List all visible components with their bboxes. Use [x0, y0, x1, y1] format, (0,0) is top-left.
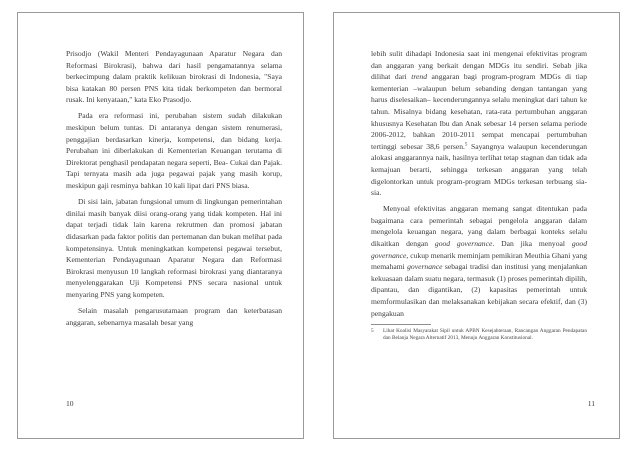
text-run: lebih sulit dihadapi Indonesia saat ini mengenai efektivitas program dan anggaran yang berkait dengan MDGs itu sendiri. Sebab jika dilihat dari — [371, 49, 587, 82]
italic-term: good governance — [434, 239, 493, 248]
left-page-number: 10 — [66, 399, 74, 408]
text-run: anggaran bagi program-program MDGs di tiap kementerian –walaupun belum sebanding dengan tantangan yang harus diselesaikan– kecenderungannya selalu meningkat dari tahun ke tahun. Misalnya bidang kesehatan, rata-rata pertumbuhan anggaran khususnya Kesehatan Ibu dan Anak sebesar 14 persen selama periode 2006-2012, bahkan 2010-2011 sempat mencapai pertumbuhan tertinggi sebesar 38,6 persen. — [371, 72, 587, 151]
right-page-paragraphs — [371, 48, 587, 319]
text-run: Menyoal efektivitas anggaran memang sangat ditentukan pada bagaimana cara pemerintah sebagai pengelola anggaran dalam mengelola keuangan negara, yang dalam berbagai konteks selalu dikaitkan dengan — [371, 204, 587, 248]
left-paragraph-4: Selain masalah pengarusutamaan program dan keterbatasan anggaran, sebenarnya masalah besar yang — [66, 305, 282, 327]
footnote-reference: 5 — [464, 142, 468, 148]
right-paragraph-1 — [371, 48, 587, 199]
right-page-text-column — [371, 48, 587, 343]
italic-term: trend — [411, 72, 428, 82]
right-paragraph-2 — [371, 203, 587, 319]
italic-term: good governance — [371, 239, 588, 260]
footnote-number: 5 — [371, 328, 374, 335]
footnote — [371, 328, 587, 342]
text-run: . Dan jika menyoal — [492, 239, 572, 248]
italic-term: governance — [407, 262, 443, 272]
footnote-divider — [371, 324, 431, 325]
text-run: Sayangnya walaupun kecenderungan alokasi anggarannya naik, hasilnya terlihat tetap stagnan dan tidak ada kemajuan berarti, sehingga terkesan anggaran yang telah digelontorkan untuk program-program MDGs terkesan terbuang sia-sia. — [371, 141, 587, 198]
text-run: sebagai tradisi dan institusi yang menjalankan kekuasaan dalam suatu negara, termasuk (1) proses pemerintah dipilih, dipantau, dan digantikan, (2) kapasitas pemerintah untuk memformulasikan dan melaksanakan kebijakan secara efektif, dan (3) pengakuan — [371, 262, 588, 318]
left-paragraph-1: Prisodjo (Wakil Menteri Pendayagunaan Aparatur Negara dan Reformasi Birokrasi), bahwa dari hasil pengamatannya selama berkecimpung dalam praktik kelikuan birokrasi di Indonesia, "Saya bisa katakan 80 persen PNS kita tidak berkompeten dan bermoral rusak. Ini kenyataan," kata Eko Prasodjo. — [66, 49, 282, 105]
right-page-number: 11 — [587, 399, 595, 408]
text-run: , cukup menarik meminjam pemikiran Meuthia Ghani yang memahami — [371, 250, 587, 272]
footnote-text: Lihat Koalisi Masyarakat Sipil untuk APBN Kesejahteraan, Rancangan Anggaran Pendapatan dan Belanja Negara Alternatif 2013, Menuju Anggaran Konstitusional. — [383, 328, 587, 342]
right-page — [333, 12, 620, 439]
left-page-text-column — [66, 48, 282, 328]
left-paragraph-3: Di sisi lain, jabatan fungsional umum di lingkungan pemerintahan dinilai masih banyak diisi orang-orang yang tidak kompeten. Hal ini dapat terjadi tidak lain karena rekrutmen dan promosi jabatan didasarkan pada faktor politis dan pertemanan dan bukan melihat pada kompetensinya. Untuk meningkatkan kompetensi pegawai tersebut, Kementerian Pendayagunaan Aparatur Negara dan Reformasi Birokrasi menyusun 10 langkah reformasi birokrasi yang diantaranya menyelenggarakan Uji Kompetensi PNS secara nasional untuk menyaring PNS yang kompeten. — [66, 197, 282, 299]
left-page — [17, 12, 304, 439]
left-paragraph-2: Pada era reformasi ini, perubahan sistem sudah dilakukan meskipun belum tuntas. Di antaranya dengan sistem renumerasi, penggajian berdasarkan kinerja, kompetensi, dan bidang kerja. Perubahan ini diberlakukan di Kementerian Keuangan terutama di Direktorat penghasil pendapatan negara seperti, Bea- Cukai dan Pajak. Tapi ternyata masih ada juga pegawai pajak yang masih korup, meskipun gaji resminya bahkan 10 kali lipat dari PNS biasa. — [66, 111, 282, 191]
